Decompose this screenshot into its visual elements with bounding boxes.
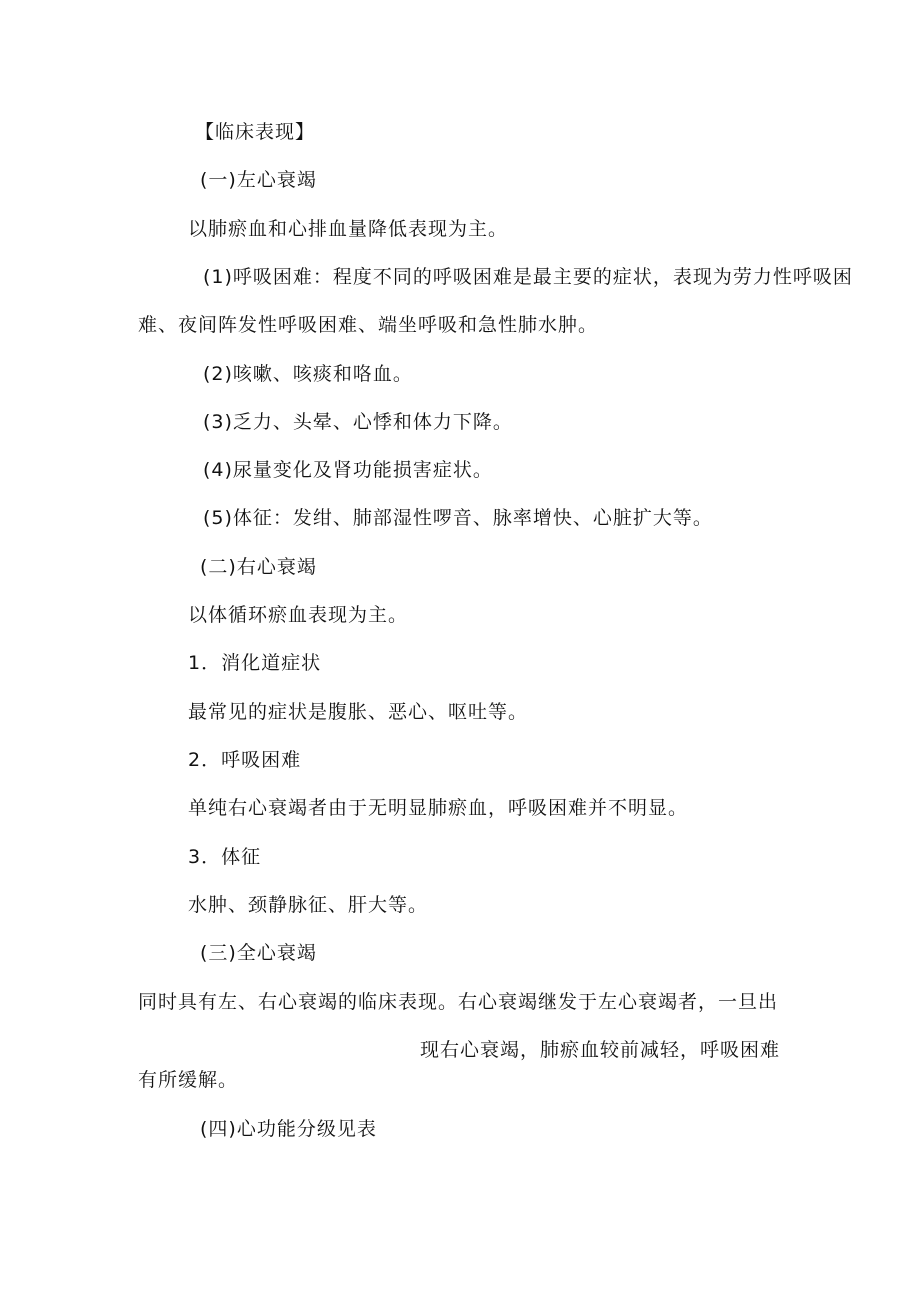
whole-heart-text-line-3: 有所缓解。 [138, 1069, 239, 1091]
right-heart-intro: 以体循环瘀血表现为主。 [188, 604, 409, 626]
whole-heart-text-line-2: 现右心衰竭，肺瘀血较前减轻，呼吸困难 [420, 1039, 781, 1061]
left-heart-item-1-line-1: (1)呼吸困难：程度不同的呼吸困难是最主要的症状，表现为劳力性呼吸困 [203, 266, 853, 288]
whole-heart-text-line-1: 同时具有左、右心衰竭的临床表现。右心衰竭继发于左心衰竭者，一旦出 [138, 991, 779, 1013]
right-heart-sub-2-text: 单纯右心衰竭者由于无明显肺瘀血，呼吸困难并不明显。 [188, 797, 689, 819]
left-heart-intro: 以肺瘀血和心排血量降低表现为主。 [188, 218, 509, 240]
right-heart-sub-3-title: 3．体征 [188, 846, 262, 868]
right-heart-sub-1-title: 1．消化道症状 [188, 652, 322, 674]
left-heart-item-2: (2)咳嗽、咳痰和咯血。 [203, 363, 413, 385]
left-heart-item-4: (4)尿量变化及肾功能损害症状。 [203, 459, 493, 481]
whole-heart-heading: (三)全心衰竭 [200, 942, 317, 964]
right-heart-sub-1-text: 最常见的症状是腹胀、恶心、呕吐等。 [188, 701, 529, 723]
left-heart-item-5: (5)体征：发绀、肺部湿性啰音、脉率增快、心脏扩大等。 [203, 507, 713, 529]
grading-heading: (四)心功能分级见表 [200, 1118, 377, 1140]
right-heart-heading: (二)右心衰竭 [200, 556, 317, 578]
section-title: 【临床表现】 [195, 121, 316, 143]
left-heart-item-1-line-2: 难、夜间阵发性呼吸困难、端坐呼吸和急性肺水肿。 [138, 314, 599, 336]
right-heart-sub-2-title: 2．呼吸困难 [188, 749, 302, 771]
right-heart-sub-3-text: 水肿、颈静脉征、肝大等。 [188, 894, 429, 916]
left-heart-item-3: (3)乏力、头晕、心悸和体力下降。 [203, 411, 513, 433]
left-heart-heading: (一)左心衰竭 [200, 169, 317, 191]
